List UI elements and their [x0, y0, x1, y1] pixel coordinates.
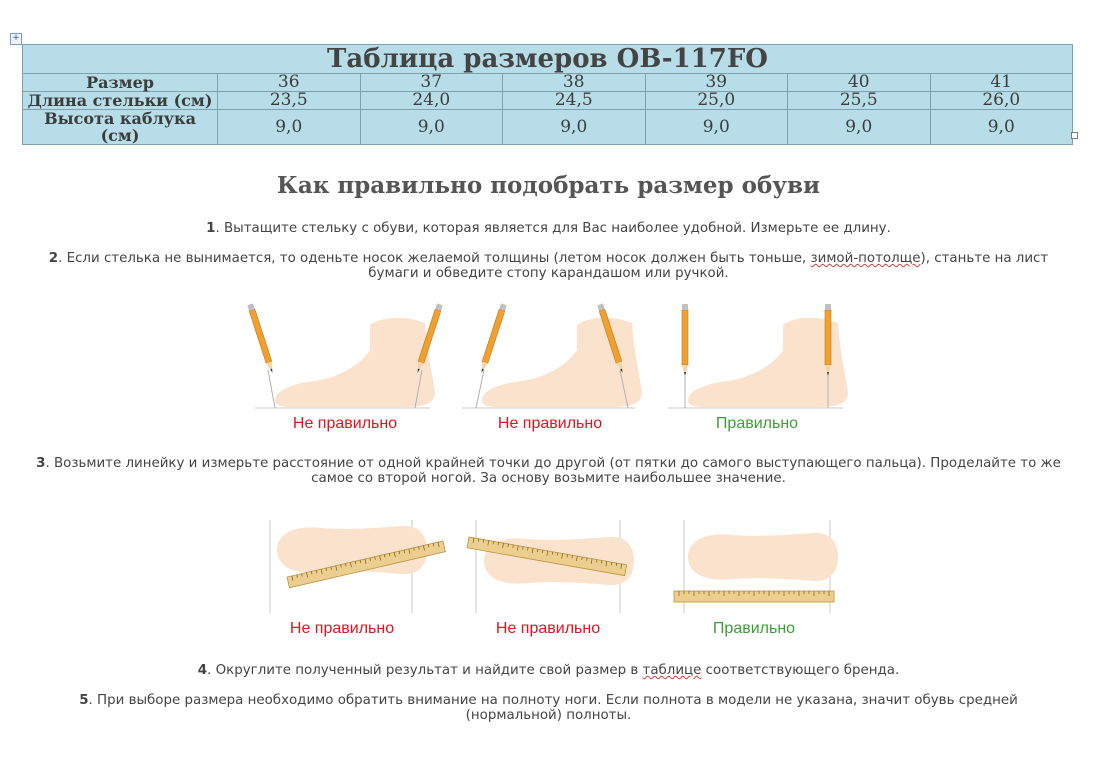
step-3 — [30, 456, 1067, 486]
step-4 — [30, 663, 1067, 678]
step-number: 1 — [206, 221, 216, 236]
step-number: 5 — [79, 693, 89, 708]
spellcheck-word: таблице — [642, 663, 702, 678]
step-text: . Если стелька не вынимается, то оденьте носок желаемой толщины (летом носок должен быть тоньше, — [58, 251, 811, 266]
ruler-measure-right — [674, 520, 838, 613]
foot-trace-right — [668, 304, 848, 408]
table-cell: 24,5 — [503, 92, 646, 110]
step-text: . При выборе размера необходимо обратить внимание на полноту ноги. Если полнота в модели не указана, значит обувь средней (нормальной) полноты. — [88, 693, 1018, 723]
table-cell: 26,0 — [930, 92, 1073, 110]
table-resize-handle-icon[interactable] — [1071, 132, 1078, 139]
row-label: Высота каблука (см) — [23, 110, 218, 145]
step-text: . Возьмите линейку и измерьте расстояние от одной крайней точки до другой (от пятки до самого выступающего пальца). Проделайте то же самое со второй ногой. За основу возьмите наибольшее значение. — [45, 456, 1061, 486]
table-cell: 9,0 — [930, 110, 1073, 145]
table-cell: 9,0 — [503, 110, 646, 145]
table-cell: 25,0 — [645, 92, 788, 110]
table-cell: 25,5 — [788, 92, 931, 110]
table-cell: 37 — [360, 74, 503, 92]
table-row — [23, 74, 1073, 92]
guide-title: Как правильно подобрать размер обуви — [276, 172, 821, 199]
table-cell: 39 — [645, 74, 788, 92]
step-2 — [30, 251, 1067, 281]
foot-trace-wrong-2 — [462, 303, 642, 408]
caption-right: Правильно — [712, 620, 796, 637]
ruler-measure-illustrations — [262, 515, 842, 615]
table-row — [23, 110, 1073, 145]
step-5 — [30, 693, 1067, 723]
table-cell: 9,0 — [645, 110, 788, 145]
ruler-measure-wrong-2 — [467, 520, 634, 613]
step-number: 4 — [197, 663, 208, 678]
table-cell: 40 — [788, 74, 931, 92]
step-text: соответствующего бренда. — [701, 663, 900, 678]
table-cell: 38 — [503, 74, 646, 92]
table-cell: 9,0 — [788, 110, 931, 145]
size-table — [22, 44, 1073, 145]
pencil-tracing-illustrations — [240, 300, 850, 415]
ruler-measure-wrong-1 — [270, 520, 445, 613]
caption-wrong: Не правильно — [292, 415, 398, 432]
table-cell: 24,0 — [360, 92, 503, 110]
table-cell: 9,0 — [360, 110, 503, 145]
table-cell: 41 — [930, 74, 1073, 92]
step-text: . Вытащите стельку с обуви, которая является для Вас наиболее удобной. Измерьте ее длину. — [215, 221, 891, 236]
table-title-row — [23, 45, 1073, 74]
row-label: Размер — [23, 74, 218, 92]
table-cell: 23,5 — [218, 92, 361, 110]
step-number: 3 — [36, 456, 46, 471]
table-move-handle-icon[interactable]: + — [10, 33, 22, 45]
table-title: Таблица размеров OB-117FO — [23, 45, 1073, 74]
table-cell: 36 — [218, 74, 361, 92]
step-number: 2 — [48, 251, 59, 266]
caption-wrong: Не правильно — [497, 415, 603, 432]
table-cell: 9,0 — [218, 110, 361, 145]
caption-wrong: Не правильно — [289, 620, 395, 637]
step-text: . Округлите полученный результат и найдите свой размер в — [207, 663, 643, 678]
spellcheck-word: зимой-потолще — [810, 251, 921, 266]
caption-right: Правильно — [715, 415, 799, 432]
foot-trace-wrong-1 — [247, 303, 442, 408]
step-1 — [30, 221, 1067, 236]
table-row — [23, 92, 1073, 110]
row-label: Длина стельки (см) — [23, 92, 218, 110]
caption-wrong: Не правильно — [495, 620, 601, 637]
step-text: ), станьте на лист бумаги и обведите стопу карандашом или ручкой. — [368, 251, 1049, 281]
